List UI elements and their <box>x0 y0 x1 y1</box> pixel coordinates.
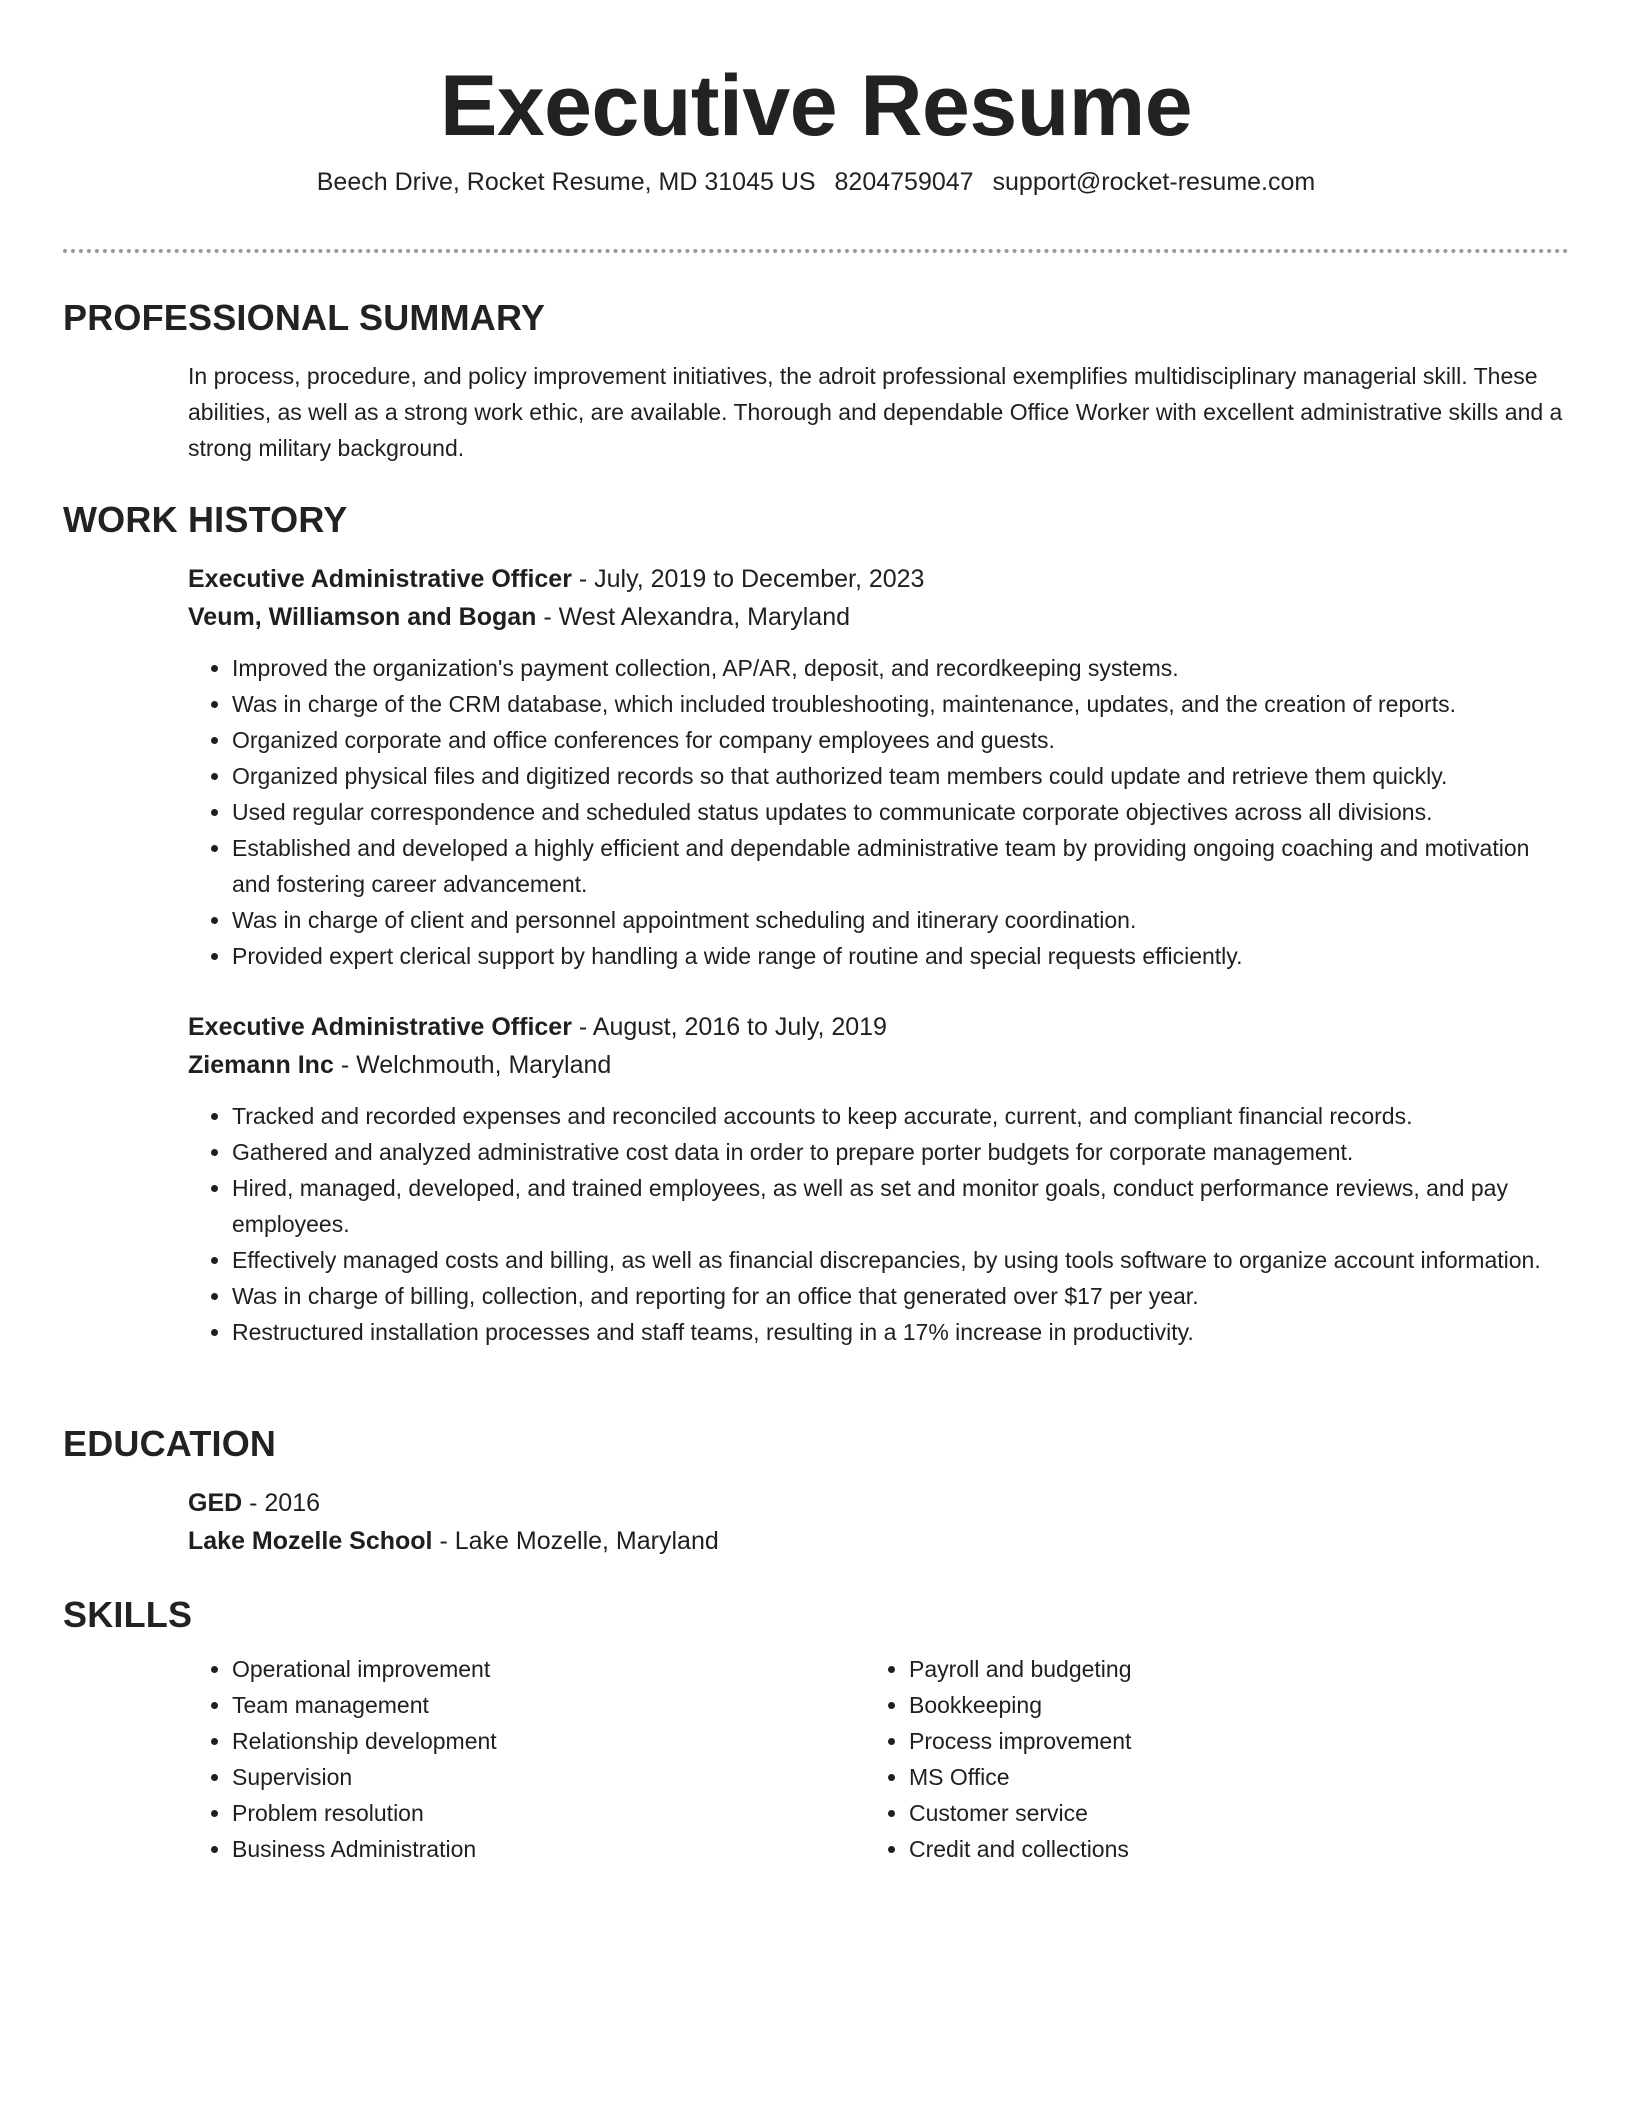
skills-heading: SKILLS <box>63 1594 193 1635</box>
summary-text: In process, procedure, and policy improvement initiatives, the adroit professional exemplifies multidisciplinary managerial skill. These abilities, as well as a strong work ethic, are available. Thorough and dependable Office Worker with excellent administrative skills and a strong military background. <box>188 363 1563 461</box>
job-bullet-list <box>188 1098 1569 1350</box>
job-bullet-list <box>188 650 1569 974</box>
job-bullet: • Improved the organization's payment collection, AP/AR, deposit, and recordkeeping systems. <box>232 650 1569 686</box>
education-section <box>63 1422 1569 1560</box>
education-degree: GED <box>188 1489 243 1517</box>
skill-item: • Relationship development <box>232 1723 865 1759</box>
job-bullet: • Provided expert clerical support by handling a wide range of routine and special requests efficiently. <box>232 938 1569 974</box>
skill-item: • Process improvement <box>909 1723 1542 1759</box>
job-location: - Welchmouth, Maryland <box>333 1051 612 1079</box>
job-bullet: • Restructured installation processes and staff teams, resulting in a 17% increase in productivity. <box>232 1314 1569 1350</box>
job-company-line <box>188 1046 1569 1084</box>
skills-column-right <box>865 1651 1542 1867</box>
summary-heading: PROFESSIONAL SUMMARY <box>63 297 546 338</box>
job-company-line <box>188 598 1569 636</box>
education-location: - Lake Mozelle, Maryland <box>432 1527 719 1555</box>
education-year: - 2016 <box>242 1489 321 1517</box>
resume-title: Executive Resume <box>439 58 1193 154</box>
job-title: Executive Administrative Officer <box>188 565 572 593</box>
job-entry <box>188 1008 1569 1350</box>
skill-item: • Payroll and budgeting <box>909 1651 1542 1687</box>
job-title-line <box>188 560 1569 598</box>
job-bullet: • Gathered and analyzed administrative cost data in order to prepare porter budgets for corporate management. <box>232 1134 1569 1170</box>
header-divider <box>63 249 1569 253</box>
skill-item: • Customer service <box>909 1795 1542 1831</box>
education-school-line <box>188 1522 1569 1560</box>
job-dates: - August, 2016 to July, 2019 <box>571 1013 887 1041</box>
skills-column-left <box>188 1651 865 1867</box>
job-title-line <box>188 1008 1569 1046</box>
job-bullet: • Established and developed a highly efficient and dependable administrative team by providing ongoing coaching and motivation and fostering career advancement. <box>232 830 1569 902</box>
job-entry <box>188 560 1569 974</box>
contact-address: Beech Drive, Rocket Resume, MD 31045 US <box>316 168 816 196</box>
skills-section <box>63 1593 1569 1867</box>
skill-item: • Business Administration <box>232 1831 865 1867</box>
job-bullet: • Organized corporate and office conferences for company employees and guests. <box>232 722 1569 758</box>
education-degree-line <box>188 1484 1569 1522</box>
contact-line <box>0 166 1632 198</box>
job-bullet: • Was in charge of the CRM database, which included troubleshooting, maintenance, updates, and the creation of reports. <box>232 686 1569 722</box>
contact-email: support@rocket-resume.com <box>992 168 1316 196</box>
job-bullet: • Was in charge of client and personnel appointment scheduling and itinerary coordination. <box>232 902 1569 938</box>
job-company: Ziemann Inc <box>188 1051 334 1079</box>
education-heading: EDUCATION <box>63 1423 277 1464</box>
skill-item: • MS Office <box>909 1759 1542 1795</box>
job-bullet: • Hired, managed, developed, and trained employees, as well as set and monitor goals, conduct performance reviews, and pay employees. <box>232 1170 1569 1242</box>
skill-item: • Credit and collections <box>909 1831 1542 1867</box>
work-history-section <box>63 498 1569 1350</box>
job-location: - West Alexandra, Maryland <box>536 603 850 631</box>
skill-item: • Bookkeeping <box>909 1687 1542 1723</box>
job-bullet: • Effectively managed costs and billing, as well as financial discrepancies, by using tools software to organize account information. <box>232 1242 1569 1278</box>
skill-item: • Supervision <box>232 1759 865 1795</box>
job-bullet: • Used regular correspondence and scheduled status updates to communicate corporate objectives across all divisions. <box>232 794 1569 830</box>
education-school: Lake Mozelle School <box>188 1527 433 1555</box>
skill-item: • Team management <box>232 1687 865 1723</box>
job-bullet: • Was in charge of billing, collection, and reporting for an office that generated over $17 per year. <box>232 1278 1569 1314</box>
skill-item: • Operational improvement <box>232 1651 865 1687</box>
job-bullet: • Organized physical files and digitized records so that authorized team members could update and retrieve them quickly. <box>232 758 1569 794</box>
job-company: Veum, Williamson and Bogan <box>188 603 537 631</box>
summary-section <box>63 296 1569 466</box>
work-history-heading: WORK HISTORY <box>63 499 348 540</box>
skills-grid <box>188 1651 1569 1867</box>
job-title: Executive Administrative Officer <box>188 1013 572 1041</box>
skill-item: • Problem resolution <box>232 1795 865 1831</box>
contact-phone: 8204759047 <box>834 168 974 196</box>
job-bullet: • Tracked and recorded expenses and reconciled accounts to keep accurate, current, and compliant financial records. <box>232 1098 1569 1134</box>
job-dates: - July, 2019 to December, 2023 <box>571 565 925 593</box>
